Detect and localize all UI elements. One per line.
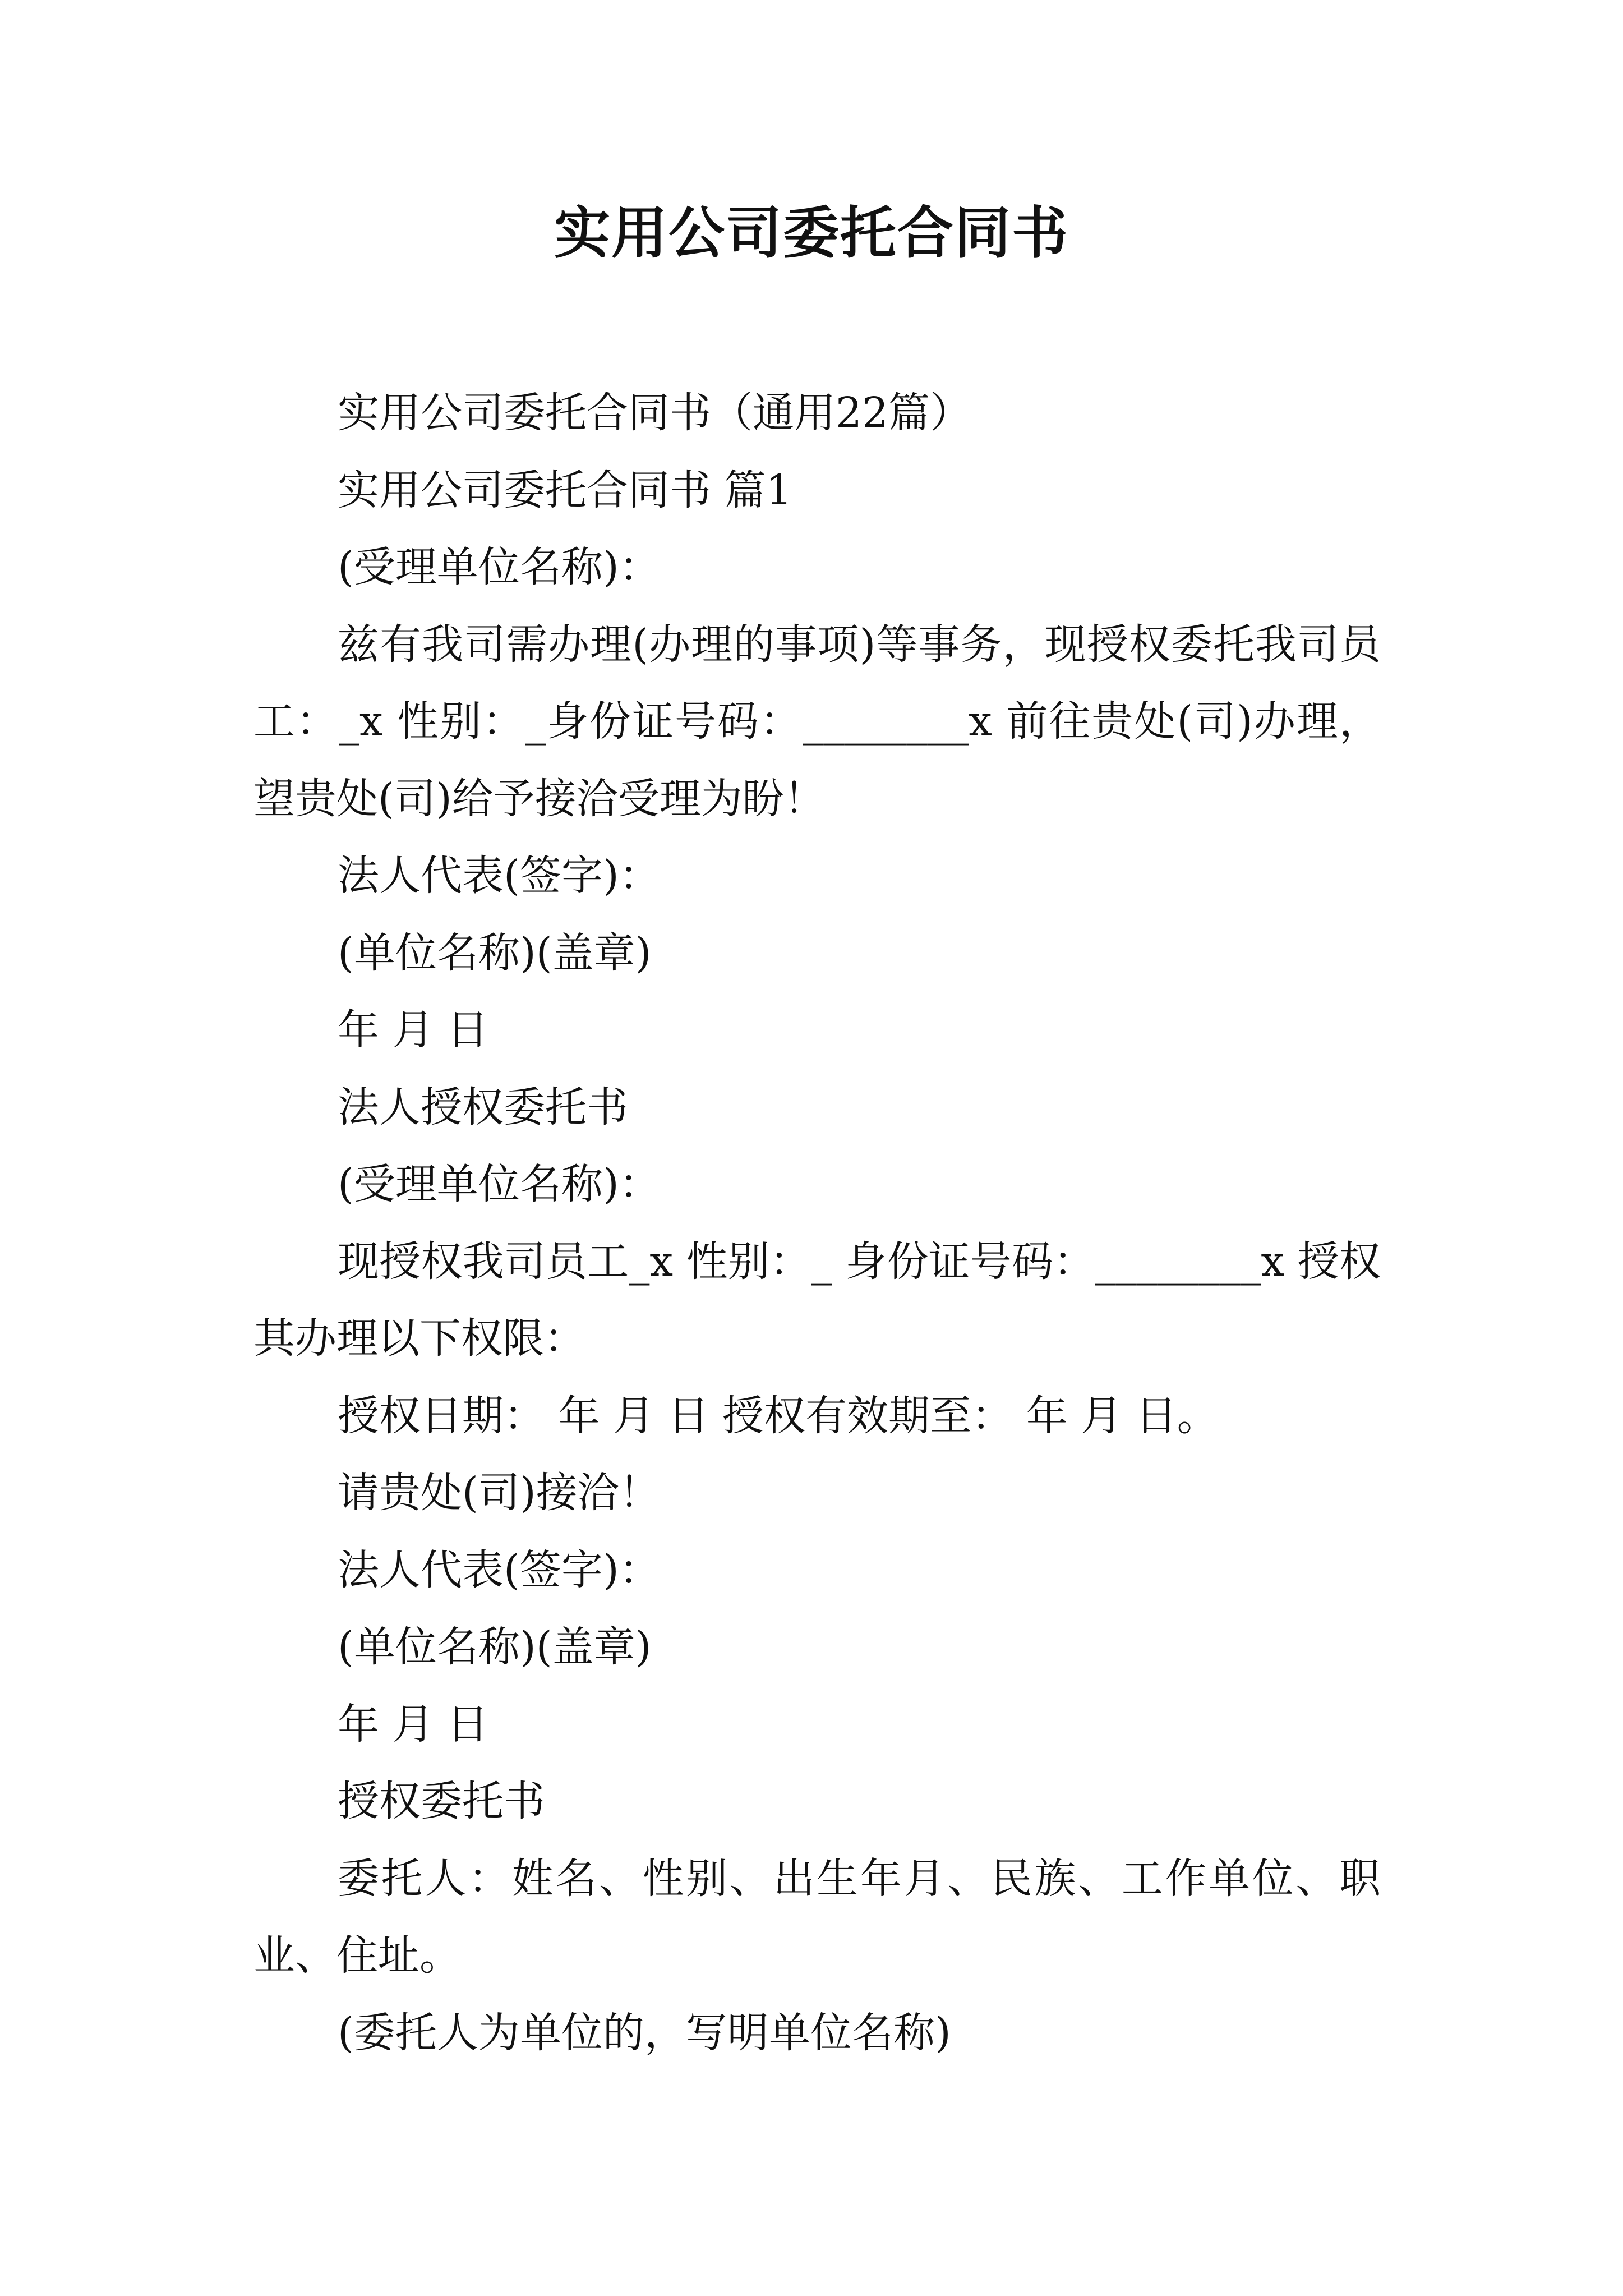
paragraph: (单位名称)(盖章) — [338, 1623, 652, 1671]
paragraph: (单位名称)(盖章) — [338, 928, 652, 977]
document-body — [253, 375, 1381, 2072]
paragraph: 实用公司委托合同书 篇1 — [338, 466, 792, 514]
paragraph: 法人代表(签字)： — [338, 1545, 661, 1594]
paragraph: 年 月 日 — [338, 1700, 489, 1749]
paragraph: 授权委托书 — [338, 1777, 545, 1825]
paragraph: (受理单位名称)： — [338, 1160, 661, 1208]
paragraph: 现授权我司员工_x 性别：_ 身份证号码：________x 授权其办理以下权限： — [253, 1237, 1381, 1363]
paragraph: 法人代表(签字)： — [338, 852, 661, 900]
paragraph: (委托人为单位的，写明单位名称) — [338, 2008, 951, 2057]
paragraph: 年 月 日 — [338, 1006, 489, 1054]
paragraph: 实用公司委托合同书（通用22篇） — [338, 389, 972, 437]
paragraph: (受理单位名称)： — [338, 543, 661, 591]
paragraph: 请贵处(司)接洽！ — [338, 1469, 661, 1517]
paragraph: 法人授权委托书 — [338, 1083, 628, 1131]
paragraph: 授权日期： 年 月 日 授权有效期至： 年 月 日。 — [338, 1391, 1219, 1440]
paragraph: 兹有我司需办理(办理的事项)等事务，现授权委托我司员工：_x 性别：_身份证号码：________x 前往贵处(司)办理，望贵处(司)给予接洽受理为盼！ — [253, 620, 1381, 823]
document-title: 实用公司委托合同书 — [554, 200, 1069, 266]
paragraph: 委托人：姓名、性别、出生年月、民族、工作单位、职业、住址。 — [253, 1854, 1381, 1980]
